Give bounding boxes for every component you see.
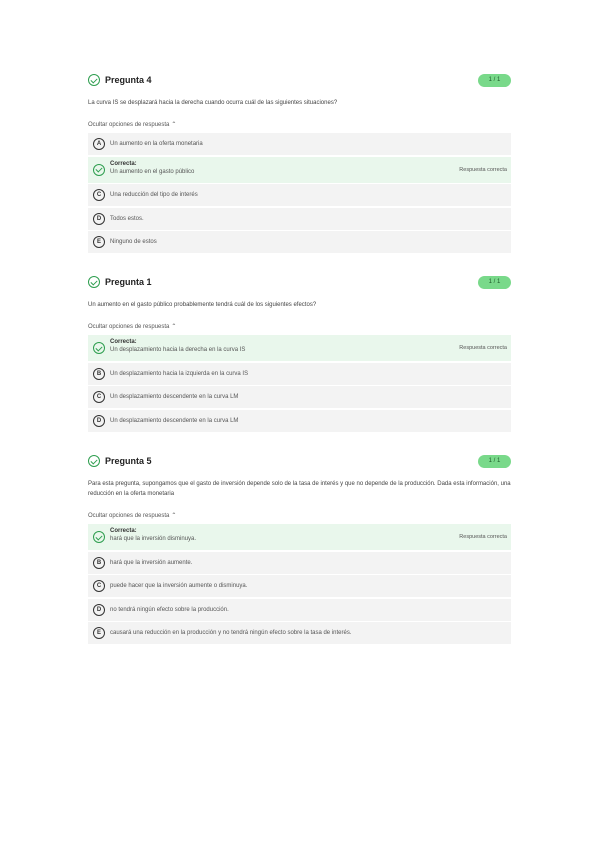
option-letter-badge: D <box>93 604 105 616</box>
option-letter-badge: C <box>93 189 105 201</box>
option-text: hará que la inversión disminuya. <box>110 536 197 542</box>
answer-option-correct[interactable] <box>88 157 511 183</box>
option-text: Un desplazamiento descendente en la curva LM <box>110 417 239 424</box>
score-badge: 1 / 1 <box>478 455 511 468</box>
correct-label: Correcta: <box>110 339 137 345</box>
check-circle-icon <box>93 342 105 354</box>
answer-option[interactable] <box>88 386 511 408</box>
score-badge: 1 / 1 <box>478 74 511 87</box>
question-header <box>88 455 511 471</box>
answer-option[interactable] <box>88 133 511 155</box>
correct-label: Correcta: <box>110 528 137 534</box>
correct-label: Correcta: <box>110 160 137 167</box>
answer-option[interactable] <box>88 552 511 574</box>
option-text: Una reducción del tipo de interés <box>110 192 198 198</box>
question-title: Pregunta 1 <box>105 277 152 287</box>
answer-option[interactable] <box>88 410 511 432</box>
toggle-label: Ocultar opciones de respuesta <box>88 324 170 330</box>
option-letter-badge: C <box>93 580 105 592</box>
option-text: Un aumento en la oferta monetaria <box>110 141 203 147</box>
check-circle-icon <box>88 74 100 86</box>
chevron-up-icon: ⌃ <box>171 122 177 128</box>
option-letter-badge: A <box>93 138 105 150</box>
check-circle-icon <box>93 531 105 543</box>
option-letter-badge: E <box>93 236 105 248</box>
answer-option[interactable] <box>88 231 511 253</box>
check-circle-icon <box>88 276 100 288</box>
option-text: hará que la inversión aumente. <box>110 559 193 566</box>
check-circle-icon <box>93 164 105 176</box>
question-header <box>88 276 511 292</box>
option-letter-badge: C <box>93 391 105 403</box>
question-title: Pregunta 4 <box>105 75 152 85</box>
check-circle-icon <box>88 455 100 467</box>
option-letter-badge: B <box>93 557 105 569</box>
question-block <box>88 276 511 433</box>
toggle-label: Ocultar opciones de respuesta <box>88 122 170 128</box>
answer-option[interactable] <box>88 575 511 597</box>
option-text: Un desplazamiento hacia la derecha en la curva IS <box>110 347 246 353</box>
option-text: Ninguno de estos <box>110 239 157 245</box>
answer-option[interactable] <box>88 184 511 206</box>
answer-option[interactable] <box>88 363 511 385</box>
option-text: no tendrá ningún efecto sobre la producción. <box>110 606 229 613</box>
question-block <box>88 74 511 255</box>
option-letter-badge: B <box>93 368 105 380</box>
option-text: Un desplazamiento hacia la izquierda en la curva IS <box>110 370 249 377</box>
correct-answer-tag: Respuesta correcta <box>459 166 507 173</box>
chevron-up-icon: ⌃ <box>171 513 177 519</box>
chevron-up-icon: ⌃ <box>171 324 177 330</box>
toggle-label: Ocultar opciones de respuesta <box>88 513 170 519</box>
hide-options-toggle[interactable] <box>88 323 511 331</box>
option-letter-badge: E <box>93 627 105 639</box>
answer-option-correct[interactable] <box>88 335 511 361</box>
question-text: Un aumento en el gasto público probablemente tendrá cuál de los siguientes efectos? <box>88 302 317 308</box>
option-text: Un aumento en el gasto público <box>110 168 195 175</box>
question-text: Para esta pregunta, supongamos que el gasto de inversión depende solo de la tasa de interés y que no depende de la producción. Dada esta información, una reducción en la oferta monetaria <box>88 481 511 497</box>
option-text: causará una reducción en la producción y no tendrá ningún efecto sobre la tasa de interés. <box>110 630 352 636</box>
option-text: Todos estos. <box>110 215 144 222</box>
option-text: Un desplazamiento descendente en la curva LM <box>110 394 239 400</box>
hide-options-toggle[interactable] <box>88 121 511 129</box>
question-title: Pregunta 5 <box>105 456 152 466</box>
answer-option[interactable] <box>88 599 511 621</box>
hide-options-toggle[interactable] <box>88 512 511 520</box>
correct-answer-tag: Respuesta correcta <box>459 534 507 540</box>
question-text: La curva IS se desplazará hacia la derecha cuando ocurra cuál de las siguientes situaciones? <box>88 100 338 106</box>
question-header <box>88 74 511 90</box>
answer-option[interactable] <box>88 622 511 644</box>
answer-option-correct[interactable] <box>88 524 511 550</box>
question-block <box>88 455 511 646</box>
answer-option[interactable] <box>88 208 511 230</box>
correct-answer-tag: Respuesta correcta <box>459 345 507 351</box>
option-letter-badge: D <box>93 213 105 225</box>
option-text: puede hacer que la inversión aumente o disminuya. <box>110 583 248 589</box>
score-badge: 1 / 1 <box>478 276 511 289</box>
option-letter-badge: D <box>93 415 105 427</box>
